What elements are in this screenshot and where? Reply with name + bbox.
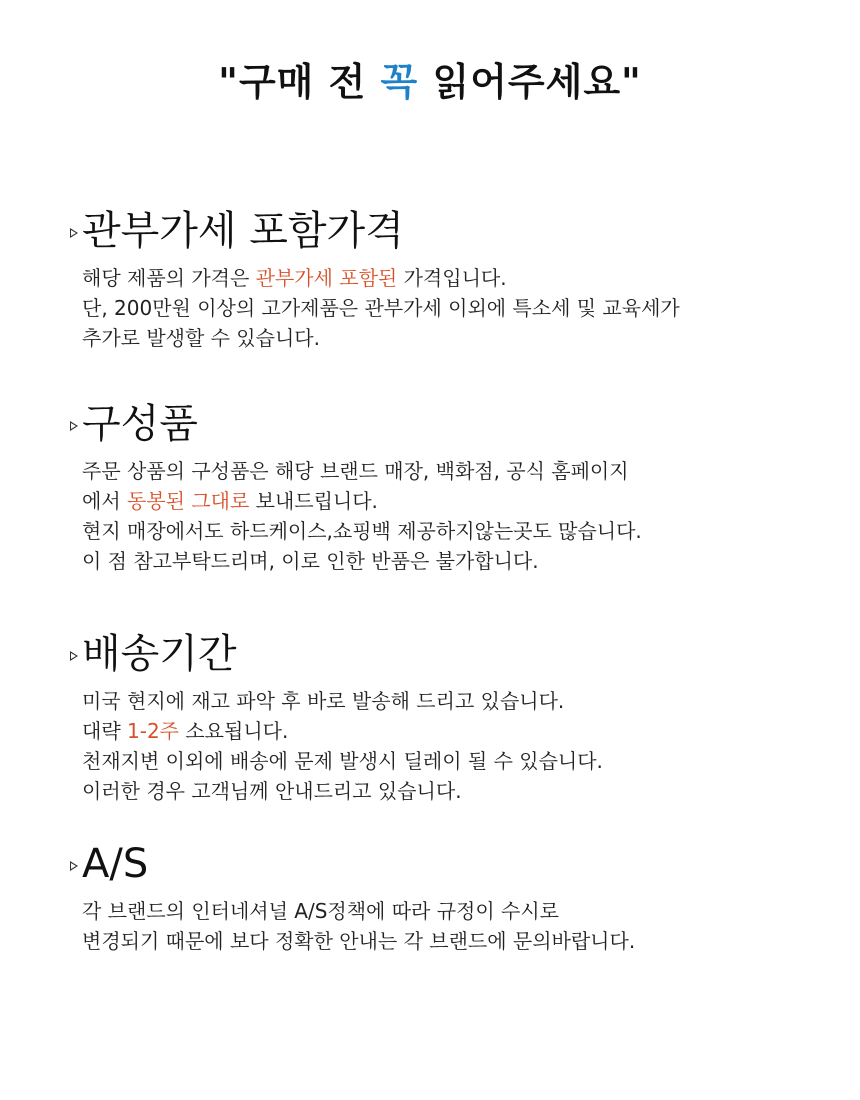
bullet-triangle-icon bbox=[70, 228, 78, 238]
section-heading bbox=[70, 398, 830, 450]
line-text: 추가로 발생할 수 있습니다. bbox=[82, 326, 320, 350]
section-body bbox=[70, 686, 830, 806]
body-line bbox=[82, 263, 830, 293]
section-heading-text: 관부가세 포함가격 bbox=[82, 208, 404, 254]
title-suffix: 읽어주세요" bbox=[418, 60, 642, 104]
line-text: 보내드립니다. bbox=[249, 489, 378, 513]
bullet-triangle-icon bbox=[70, 421, 78, 431]
body-line bbox=[82, 486, 830, 516]
body-line bbox=[82, 896, 830, 926]
body-line bbox=[82, 516, 830, 546]
section-customs-price bbox=[70, 205, 830, 353]
line-text: 대략 bbox=[82, 719, 127, 743]
line-text: 단, 200만원 이상의 고가제품은 관부가세 이외에 특소세 및 교육세가 bbox=[82, 296, 680, 320]
line-text: 해당 제품의 가격은 bbox=[82, 266, 256, 290]
body-line bbox=[82, 716, 830, 746]
section-heading-text: 구성품 bbox=[82, 401, 198, 447]
line-text: 변경되기 때문에 보다 정확한 안내는 각 브랜드에 문의바랍니다. bbox=[82, 929, 636, 953]
bullet-triangle-icon bbox=[70, 651, 78, 661]
line-text: 각 브랜드의 인터네셔널 A/S정책에 따라 규정이 수시로 bbox=[82, 899, 559, 923]
line-text: 소요됩니다. bbox=[179, 719, 289, 743]
section-heading bbox=[70, 838, 830, 890]
highlight-text: 1-2주 bbox=[127, 719, 179, 743]
section-body bbox=[70, 263, 830, 353]
section-shipping-period bbox=[70, 628, 830, 806]
section-body bbox=[70, 456, 830, 576]
section-heading bbox=[70, 205, 830, 257]
line-text: 에서 bbox=[82, 489, 127, 513]
highlight-text: 관부가세 포함된 bbox=[255, 266, 398, 290]
body-line bbox=[82, 926, 830, 956]
bullet-triangle-icon bbox=[70, 861, 78, 871]
page-title bbox=[0, 58, 860, 106]
body-line bbox=[82, 546, 830, 576]
line-text: 현지 매장에서도 하드케이스,쇼핑백 제공하지않는곳도 많습니다. bbox=[82, 519, 642, 543]
section-after-service bbox=[70, 838, 830, 956]
section-body bbox=[70, 896, 830, 956]
body-line bbox=[82, 323, 830, 353]
body-line bbox=[82, 686, 830, 716]
body-line bbox=[82, 776, 830, 806]
body-line bbox=[82, 456, 830, 486]
highlight-text: 동봉된 그대로 bbox=[127, 489, 250, 513]
body-line bbox=[82, 293, 830, 323]
section-heading-text: 배송기간 bbox=[82, 631, 237, 677]
line-text: 가격입니다. bbox=[397, 266, 507, 290]
line-text: 이 점 참고부탁드리며, 이로 인한 반품은 불가합니다. bbox=[82, 549, 539, 573]
title-prefix: "구매 전 bbox=[218, 60, 381, 104]
line-text: 이러한 경우 고객님께 안내드리고 있습니다. bbox=[82, 779, 462, 803]
section-heading bbox=[70, 628, 830, 680]
line-text: 주문 상품의 구성품은 해당 브랜드 매장, 백화점, 공식 홈페이지 bbox=[82, 459, 629, 483]
section-heading-text: A/S bbox=[82, 841, 149, 887]
section-components bbox=[70, 398, 830, 576]
line-text: 미국 현지에 재고 파악 후 바로 발송해 드리고 있습니다. bbox=[82, 689, 565, 713]
line-text: 천재지변 이외에 배송에 문제 발생시 딜레이 될 수 있습니다. bbox=[82, 749, 603, 773]
title-accent: 꼭 bbox=[380, 60, 419, 104]
body-line bbox=[82, 746, 830, 776]
